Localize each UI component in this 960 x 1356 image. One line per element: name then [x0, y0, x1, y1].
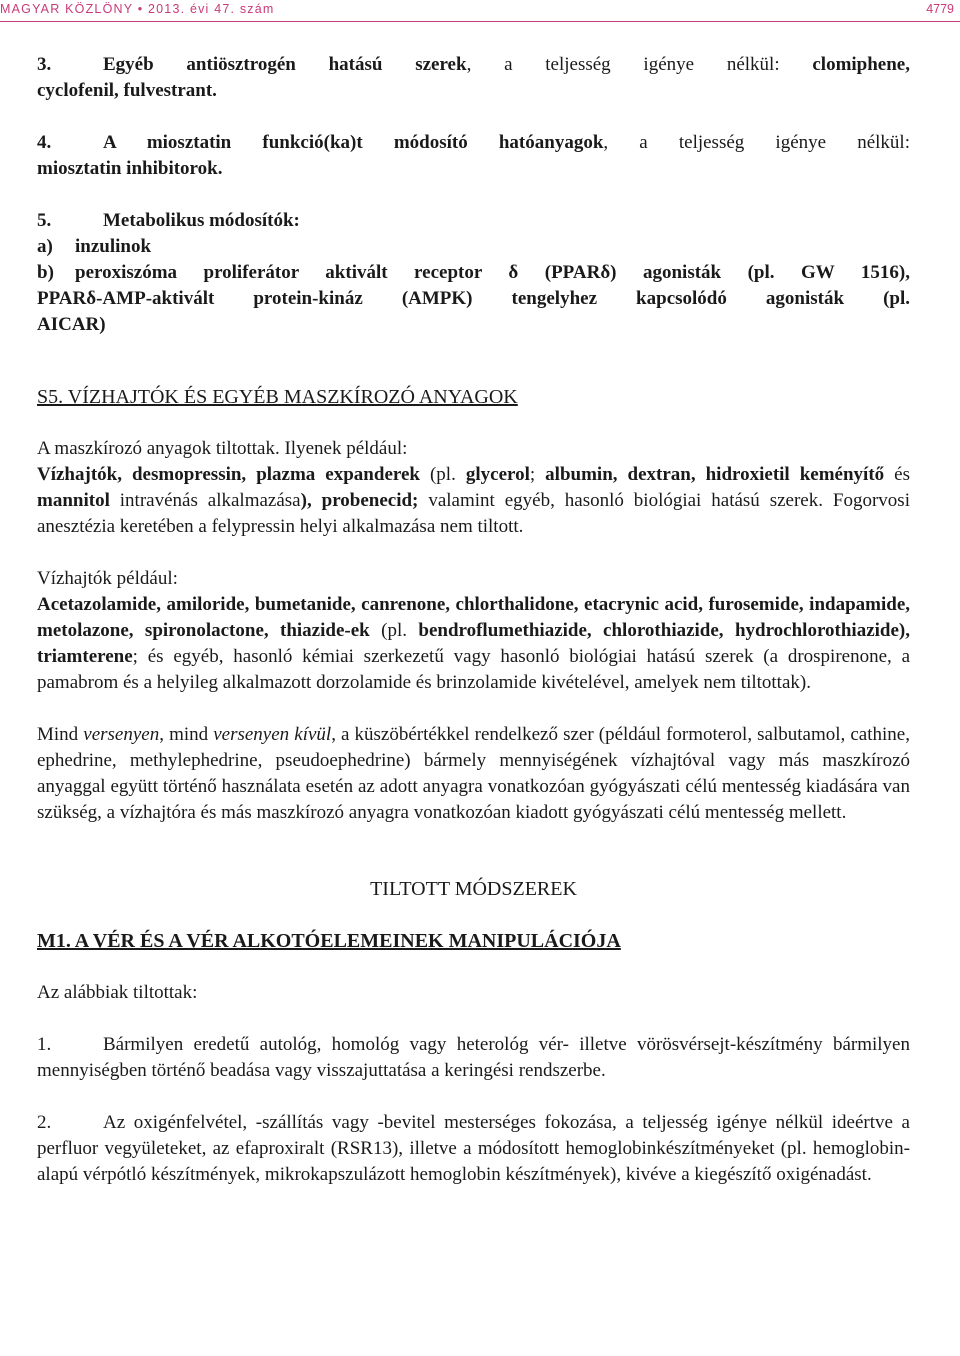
item-5-title: 5. Metabolikus módosítók: [37, 208, 910, 234]
item-5b-line1: b) peroxiszóma proliferátor aktivált receptor δ (PPARδ) agonisták (pl. GW 1516), [37, 262, 910, 283]
s5-intro: A maszkírozó anyagok tiltottak. Ilyenek például: [37, 438, 408, 459]
s5-paragraph-3: Mind versenyen, mind versenyen kívül, a küszöbértékkel rendelkező szer (például formoterol, salbutamol, cathine, ephedrine, methylephedrine, pseudoephedrine) bármely mennyiségének vízhajtóval vagy más maszkírozó anyaggal együtt történő használata esetén az adott anyagra vonatkozóan gyógyászati célú mentesség kiadására van szükség, a vízhajtóra és más maszkírozó anyagra vonatkozóan kiadott gyógyászati célú mentesség mellett. [37, 724, 910, 823]
issue-label: 2013. évi 47. szám [147, 2, 275, 16]
item-4-line1 [37, 130, 910, 156]
m1-item-2: 2. Az oxigénfelvétel, -szállítás vagy -bevitel mesterséges fokozása, a teljesség igénye nélkül ideértve a perfluor vegyületeket, az efaproxiralt (RSR13), illetve a módosított hemoglobinkészítményeket (pl. hemoglobin-alapú vérpótló készítmények, mikrokapszulázott hemoglobin készítmények), kivéve a kiegészítő oxigénadást. [37, 1112, 910, 1185]
methods-title: TILTOTT MÓDSZEREK [370, 878, 577, 900]
m1-item-1: 1. Bármilyen eredetű autológ, homológ vagy heterológ vér- illetve vörösvérsejt-készítmény bármilyen mennyiségben történő beadása vagy visszajuttatása a keringési rendszerbe. [37, 1034, 910, 1081]
page-number: 4779 [926, 2, 954, 16]
item-5b-line2: PPARδ-AMP-aktivált protein-kináz (AMPK) tengelyhez kapcsolódó agonisták (pl. [37, 288, 910, 309]
item-3-line1 [37, 52, 910, 78]
item-3-bold2: clomiphene, [812, 54, 910, 75]
item-3-mid: , a teljesség igénye nélkül: [466, 54, 813, 75]
journal-title: MAGYAR KÖZLÖNY [0, 2, 134, 16]
s5-paragraph-1: Vízhajtók, desmopressin, plazma expanderek (pl. glycerol; albumin, dextran, hidroxietil keményítő és mannitol intravénás alkalmazása), probenecid; valamint egyéb, hasonló biológiai hatású szerek. Fogorvosi anesztézia keretében a felypressin helyi alkalmazása nem tiltott. [37, 464, 910, 537]
header-bullet: • [137, 2, 144, 16]
item-3-line2: cyclofenil, fulvestrant. [37, 80, 217, 101]
m1-intro: Az alábbiak tiltottak: [37, 982, 198, 1003]
item-4-bold: A miosztatin funkció(ka)t módosító hatóanyagok [103, 132, 604, 153]
s5-heading: S5. VÍZHAJTÓK ÉS EGYÉB MASZKÍROZÓ ANYAGOK [37, 386, 518, 408]
diuretics-intro: Vízhajtók például: [37, 568, 178, 589]
journal-header [0, 2, 275, 16]
item-4-line2: miosztatin inhibitorok. [37, 158, 223, 179]
item-4-number: 4. [37, 132, 52, 153]
item-5-number: 5. [37, 210, 52, 231]
m1-heading: M1. A VÉR ÉS A VÉR ALKOTÓELEMEINEK MANIPULÁCIÓJA [37, 930, 621, 952]
header-divider [0, 21, 960, 22]
item-5b-line3: AICAR) [37, 314, 106, 335]
document-body [37, 52, 910, 1188]
page-header [0, 0, 960, 20]
item-4-mid: , a teljesség igénye nélkül: [603, 132, 910, 153]
item-3-bold: Egyéb antiösztrogén hatású szerek [103, 54, 467, 75]
s5-paragraph-2: Acetazolamide, amiloride, bumetanide, canrenone, chlorthalidone, etacrynic acid, furosemide, indapamide, metolazone, spironolactone, thiazide-ek (pl. bendroflumethiazide, chlorothiazide, hydrochlorothiazide), triamterene; és egyéb, hasonló kémiai szerkezetű vagy hasonló biológiai hatású szerek (a drospirenone, a pamabrom és a helyileg alkalmazott dorzolamide és brinzolamide kivételével, amelyek nem tiltottak). [37, 594, 911, 693]
item-5a: a) inzulinok [37, 236, 152, 257]
item-3-number: 3. [37, 54, 52, 75]
